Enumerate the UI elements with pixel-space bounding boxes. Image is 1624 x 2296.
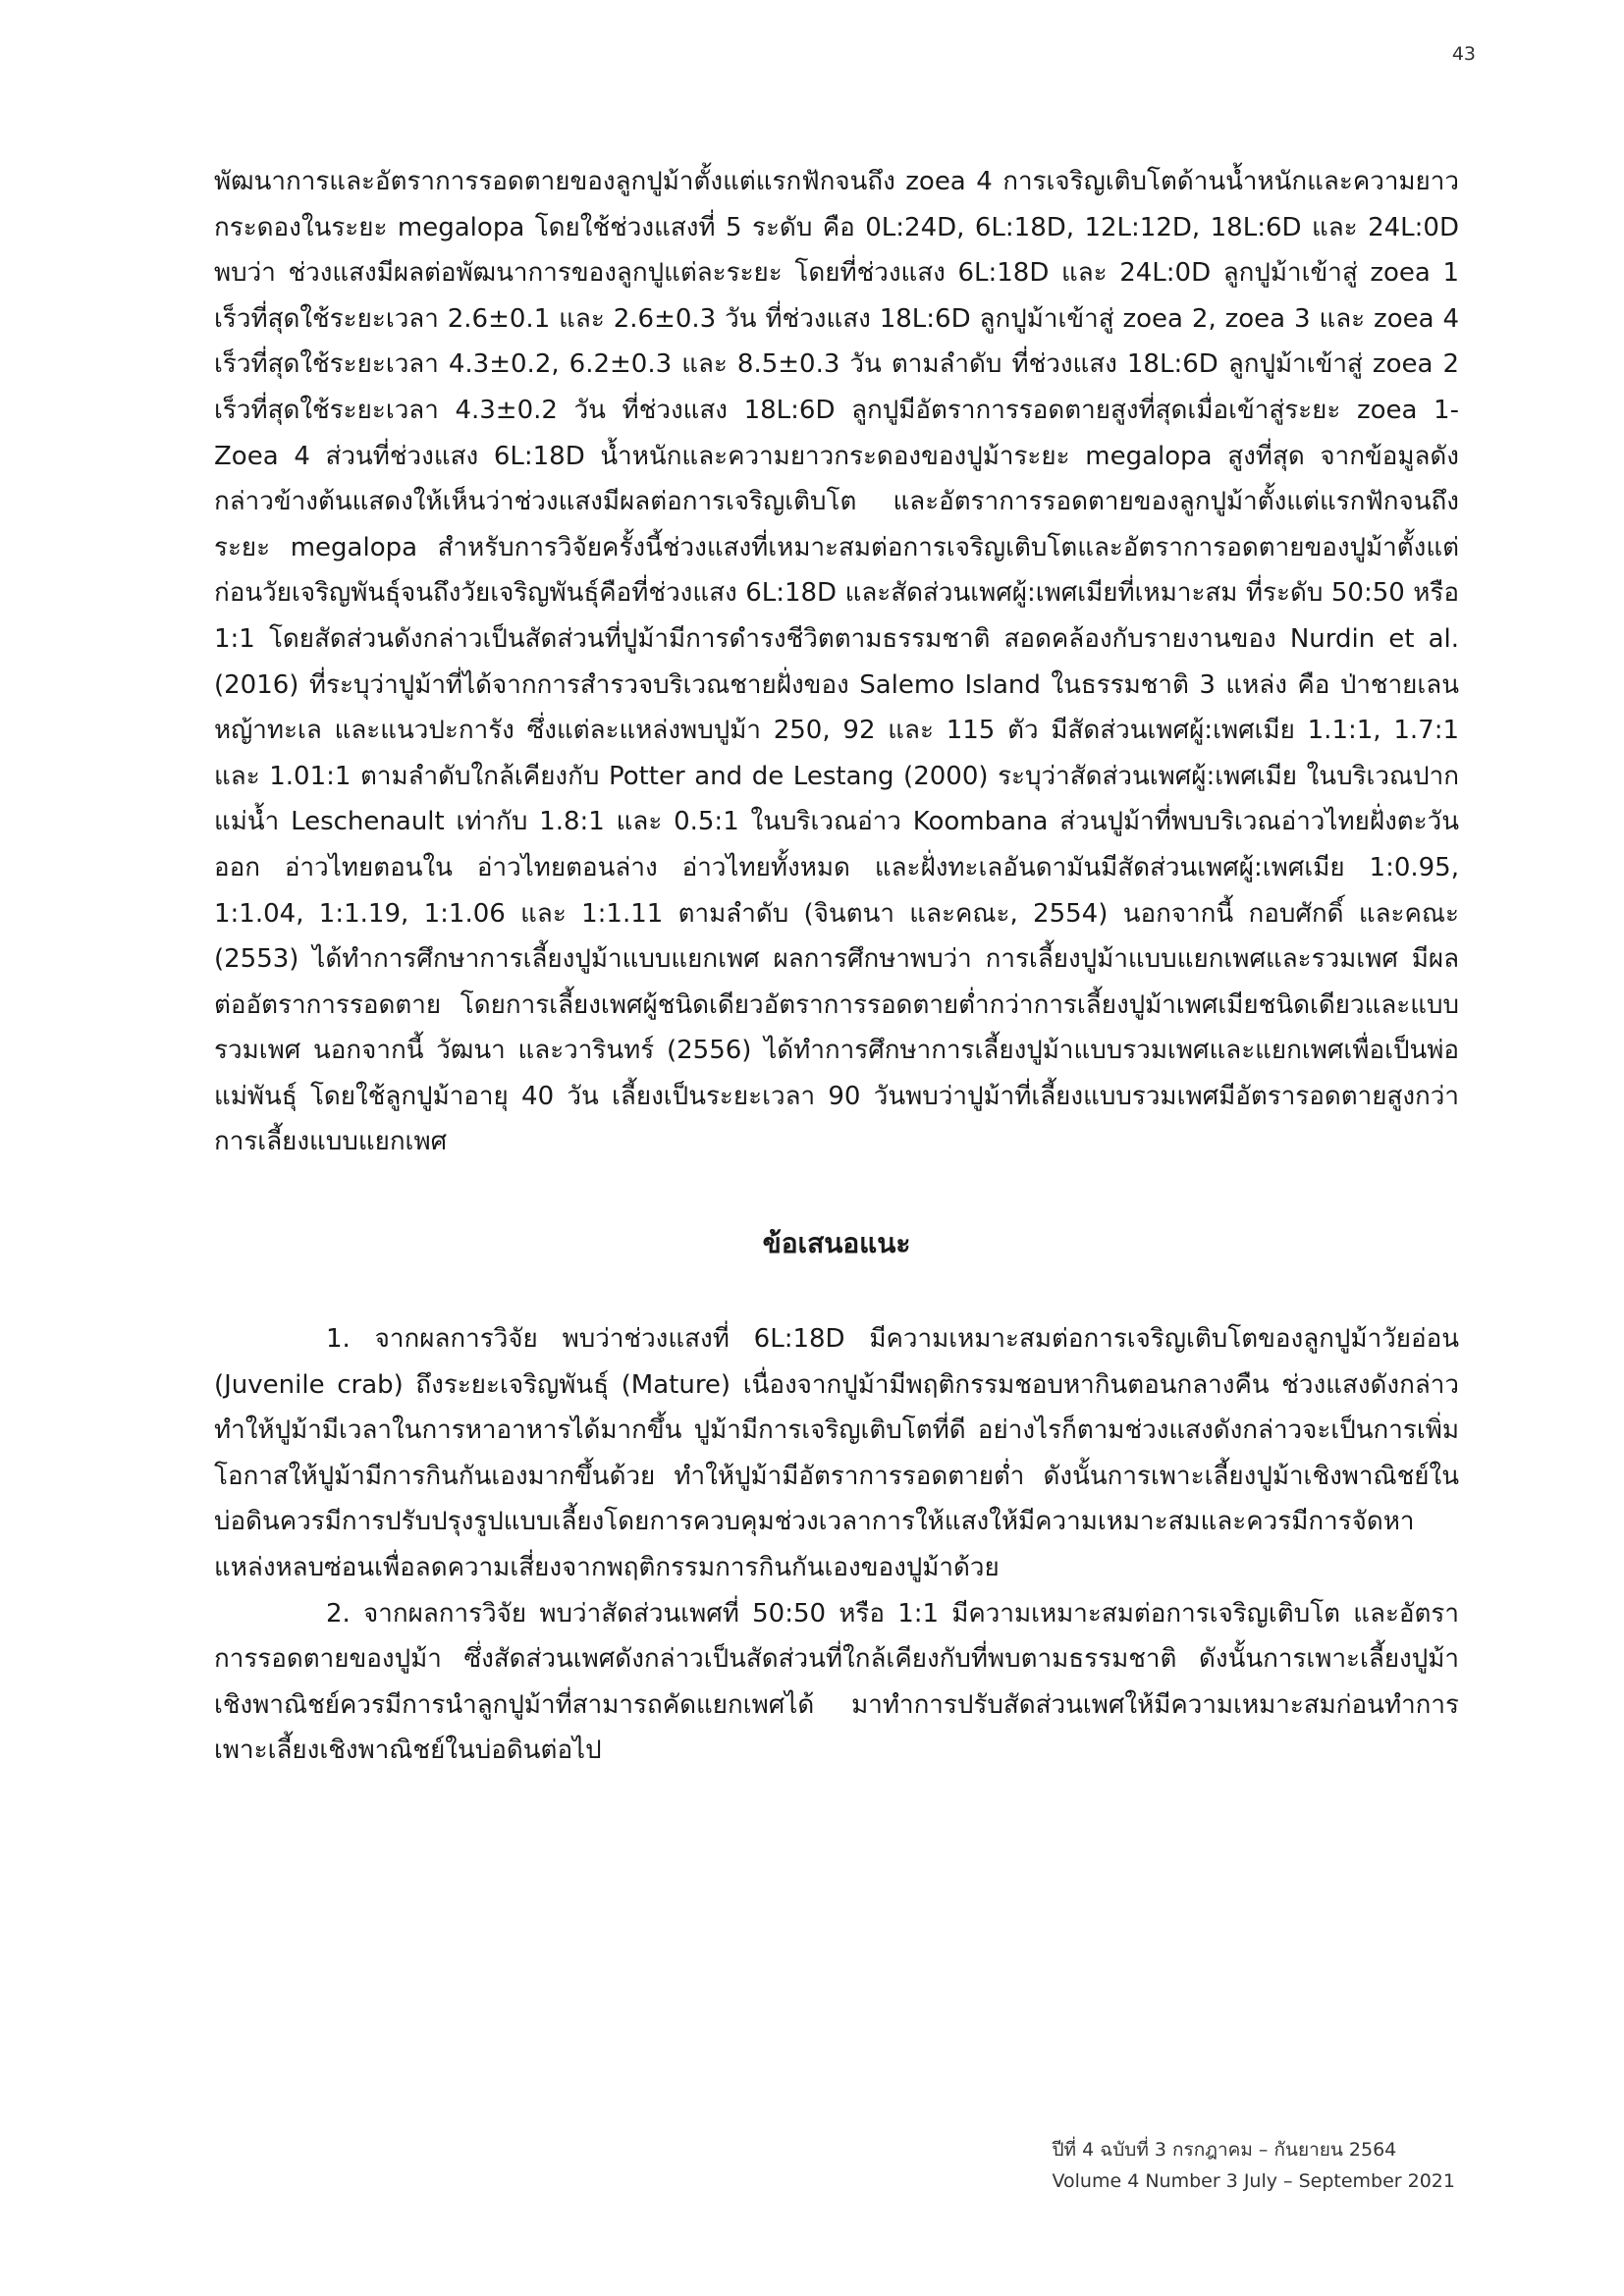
recommendations-heading: ข้อเสนอแนะ (762, 1227, 911, 1260)
recommendation-item-2: 2. จากผลการวิจัย พบว่าสัดส่วนเพศที่ 50:50 หรือ 1:1 มีความเหมาะสมต่อการเจริญเติบโต และอัตราการรอดตายของปูม้า ซึ่งสัดส่วนเพศดังกล่าวเป็นสัดส่วนที่ใกล้เคียงกับที่พบตามธรรมชาติ ดังนั้นการเพาะเลี้ยงปูม้าเชิงพาณิชย์ควรมีการนำลูกปูม้าที่สามารถคัดแยกเพศได้ มาทำการปรับสัดส่วนเพศให้มีความเหมาะสมก่อนทำการเพาะเลี้ยงเชิงพาณิชย์ในบ่อดินต่อไป (214, 1598, 1459, 1766)
document-body (214, 159, 1459, 1774)
recommendation-item-1: 1. จากผลการวิจัย พบว่าช่วงแสงที่ 6L:18D มีความเหมาะสมต่อการเจริญเติบโตของลูกปูม้าวัยอ่อน (Juvenile crab) ถึงระยะเจริญพันธุ์ (Mature) เนื่องจากปูม้ามีพฤติกรรมชอบหากินตอนกลางคืน ช่วงแสงดังกล่าวทำให้ปูม้ามีเวลาในการหาอาหารได้มากขึ้น ปูม้ามีการเจริญเติบโตที่ดี อย่างไรก็ตามช่วงแสงดังกล่าวจะเป็นการเพิ่มโอกาสให้ปูม้ามีการกินกันเองมากขึ้นด้วย ทำให้ปูม้ามีอัตราการรอดตายต่ำ ดังนั้นการเพาะเลี้ยงปูม้าเชิงพาณิชย์ในบ่อดินควรมีการปรับปรุงรูปแบบเลี้ยงโดยการควบคุมช่วงเวลาการให้แสงให้มีความเหมาะสมและควรมีการจัดหาแหล่งหลบซ่อนเพื่อลดความเสี่ยงจากพฤติกรรมการกินกันเองของปูม้าด้วย (214, 1324, 1459, 1583)
journal-footer (1053, 2134, 1456, 2197)
footer-english-issue: Volume 4 Number 3 July – September 2021 (1052, 2170, 1455, 2192)
body-paragraph: พัฒนาการและอัตราการรอดตายของลูกปูม้าตั้งแต่แรกฟักจนถึง zoea 4 การเจริญเติบโตด้านน้ำหนักและความยาวกระดองในระยะ megalopa โดยใช้ช่วงแสงที่ 5 ระดับ คือ 0L:24D, 6L:18D, 12L:12D, 18L:6D และ 24L:0D พบว่า ช่วงแสงมีผลต่อพัฒนาการของลูกปูแต่ละระยะ โดยที่ช่วงแสง 6L:18D และ 24L:0D ลูกปูม้าเข้าสู่ zoea 1 เร็วที่สุดใช้ระยะเวลา 2.6±0.1 และ 2.6±0.3 วัน ที่ช่วงแสง 18L:6D ลูกปูม้าเข้าสู่ zoea 2, zoea 3 และ zoea 4 เร็วที่สุดใช้ระยะเวลา 4.3±0.2, 6.2±0.3 และ 8.5±0.3 วัน ตามลำดับ ที่ช่วงแสง 18L:6D ลูกปูม้าเข้าสู่ zoea 2 เร็วที่สุดใช้ระยะเวลา 4.3±0.2 วัน ที่ช่วงแสง 18L:6D ลูกปูมีอัตราการรอดตายสูงที่สุดเมื่อเข้าสู่ระยะ zoea 1-Zoea 4 ส่วนที่ช่วงแสง 6L:18D น้ำหนักและความยาวกระดองของปูม้าระยะ megalopa สูงที่สุด จากข้อมูลดังกล่าวข้างต้นแสดงให้เห็นว่าช่วงแสงมีผลต่อการเจริญเติบโต และอัตราการรอดตายของลูกปูม้าตั้งแต่แรกฟักจนถึงระยะ megalopa สำหรับการวิจัยครั้งนี้ช่วงแสงที่เหมาะสมต่อการเจริญเติบโตและอัตราการอดตายของปูม้าตั้งแต่ก่อนวัยเจริญพันธุ์จนถึงวัยเจริญพันธุ์คือที่ช่วงแสง 6L:18D และสัดส่วนเพศผู้:เพศเมียที่เหมาะสม ที่ระดับ 50:50 หรือ 1:1 โดยสัดส่วนดังกล่าวเป็นสัดส่วนที่ปูม้ามีการดำรงชีวิตตามธรรมชาติ สอดคล้องกับรายงานของ Nurdin et al. (2016) ที่ระบุว่าปูม้าที่ได้จากการสำรวจบริเวณชายฝั่งของ Salemo Island ในธรรมชาติ 3 แหล่ง คือ ป่าชายเลน หญ้าทะเล และแนวปะการัง ซึ่งแต่ละแหล่งพบปูม้า 250, 92 และ 115 ตัว มีสัดส่วนเพศผู้:เพศเมีย 1.1:1, 1.7:1 และ 1.01:1 ตามลำดับใกล้เคียงกับ Potter and de Lestang (2000) ระบุว่าสัดส่วนเพศผู้:เพศเมีย ในบริเวณปากแม่น้ำ Leschenault เท่ากับ 1.8:1 และ 0.5:1 ในบริเวณอ่าว Koombana ส่วนปูม้าที่พบบริเวณอ่าวไทยฝั่งตะวันออก อ่าวไทยตอนใน อ่าวไทยตอนล่าง อ่าวไทยทั้งหมด และฝั่งทะเลอันดามันมีสัดส่วนเพศผู้:เพศเมีย 1:0.95, 1:1.04, 1:1.19, 1:1.06 และ 1:1.11 ตามลำดับ (จินตนา และคณะ, 2554) นอกจากนี้ กอบศักดิ์ และคณะ (2553) ได้ทำการศึกษาการเลี้ยงปูม้าแบบแยกเพศ ผลการศึกษาพบว่า การเลี้ยงปูม้าแบบแยกเพศและรวมเพศ มีผลต่ออัตราการรอดตาย โดยการเลี้ยงเพศผู้ชนิดเดียวอัตราการรอดตายต่ำกว่าการเลี้ยงปูม้าเพศเมียชนิดเดียวและแบบรวมเพศ นอกจากนี้ วัฒนา และวารินทร์ (2556) ได้ทำการศึกษาการเลี้ยงปูม้าแบบรวมเพศและแยกเพศเพื่อเป็นพ่อแม่พันธุ์ โดยใช้ลูกปูม้าอายุ 40 วัน เลี้ยงเป็นระยะเวลา 90 วันพบว่าปูม้าที่เลี้ยงแบบรวมเพศมีอัตรารอดตายสูงกว่าการเลี้ยงแบบแยกเพศ (214, 167, 1459, 1157)
page-number: 43 (1451, 43, 1476, 65)
footer-thai-issue: ปีที่ 4 ฉบับที่ 3 กรกฎาคม – กันยายน 2564 (1052, 2139, 1397, 2161)
